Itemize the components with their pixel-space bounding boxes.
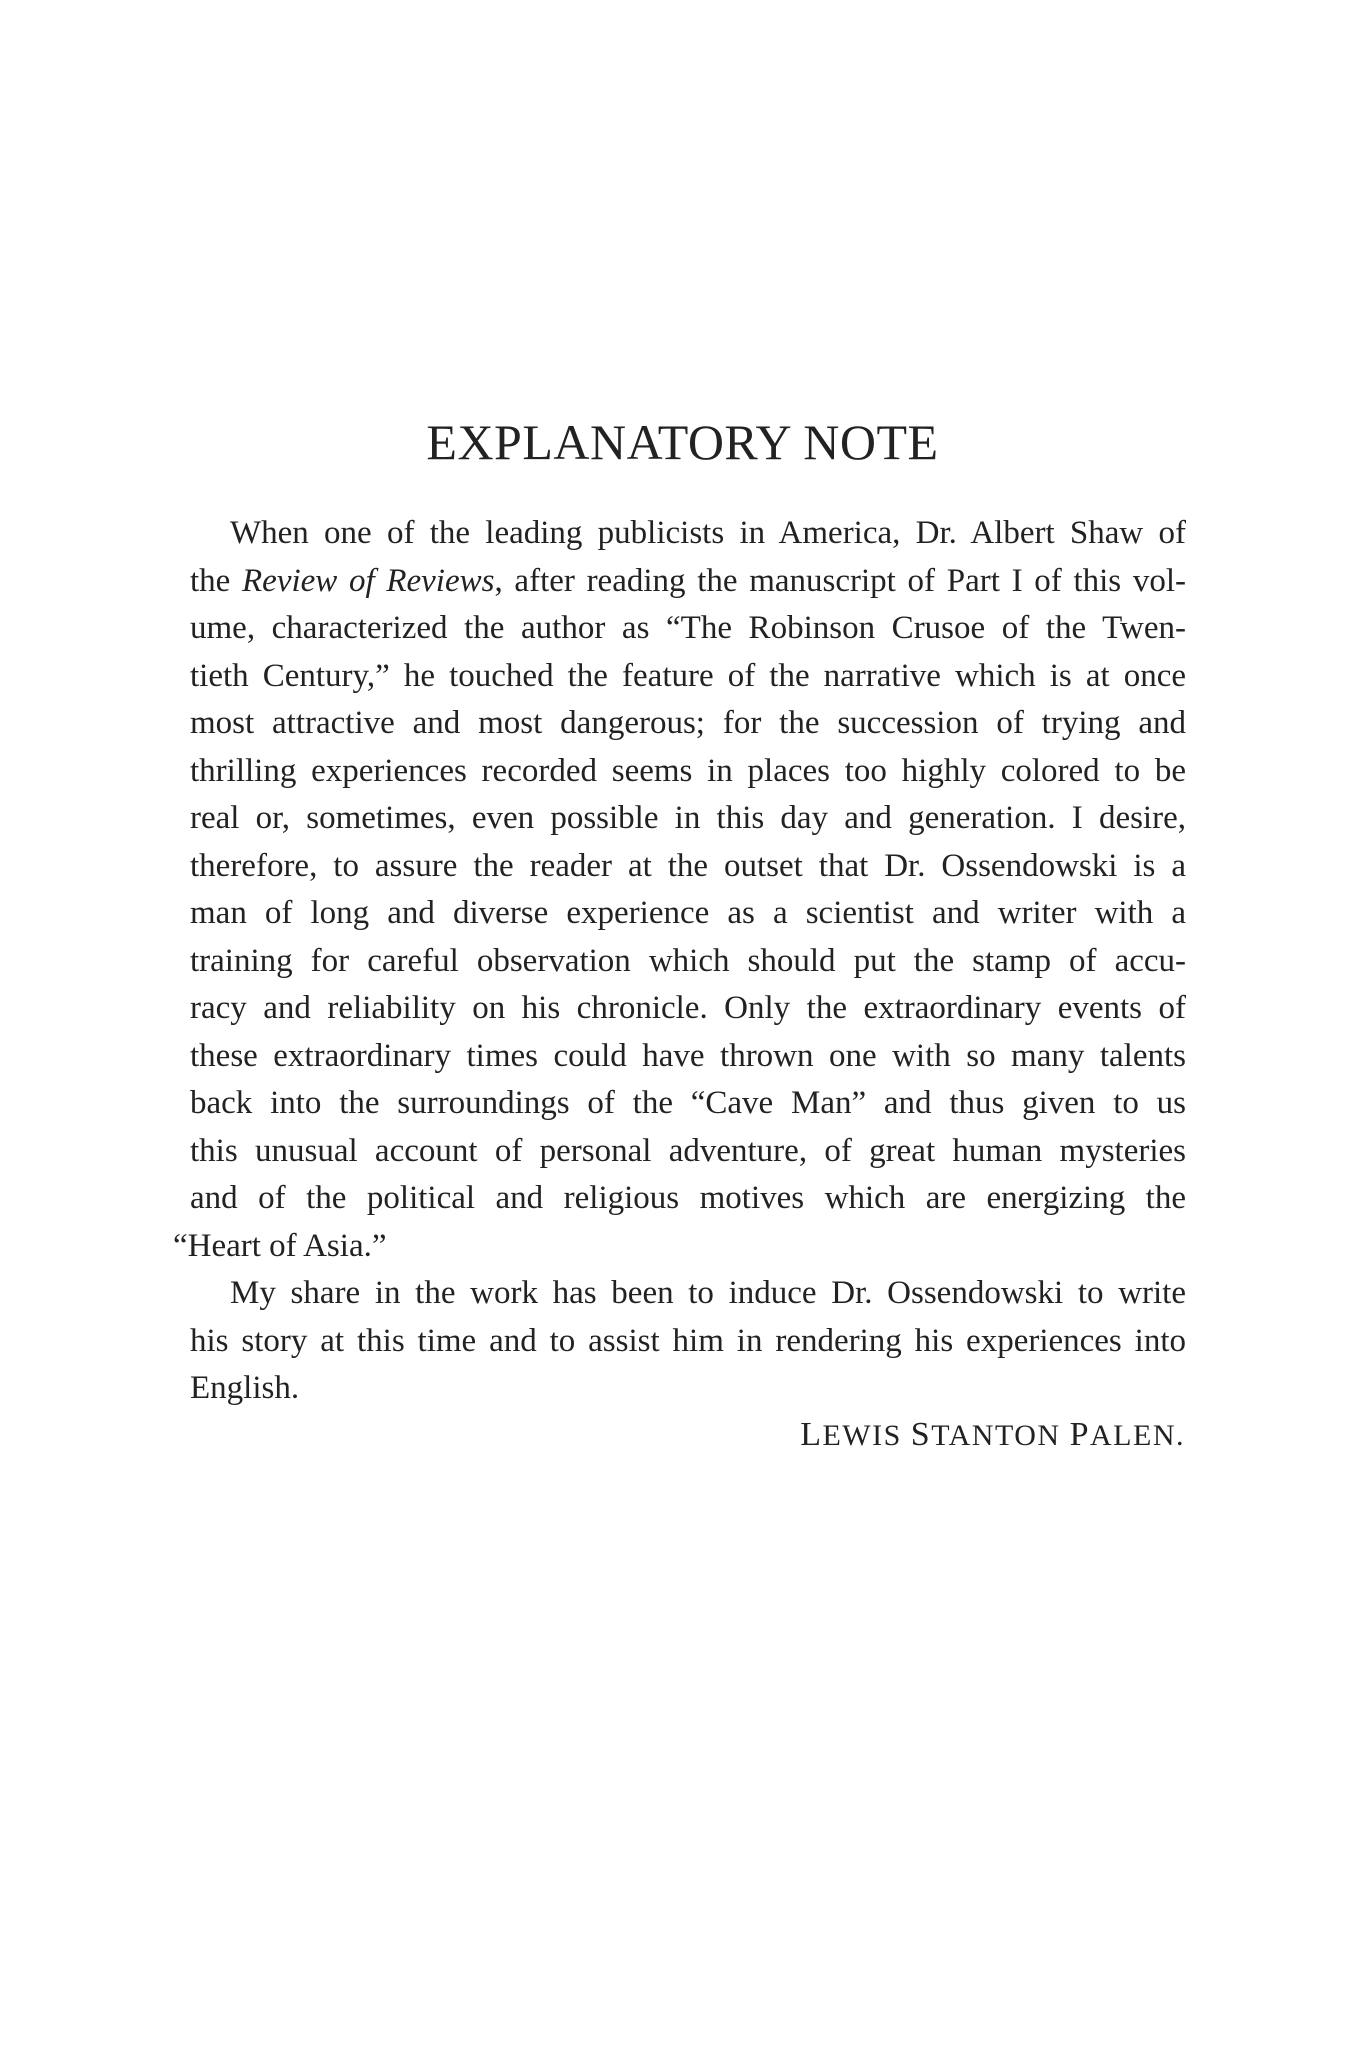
text-line: back into the surroundings of the “Cave Man” and thus given to us: [190, 1085, 1186, 1121]
text-line: tieth Century,” he touched the feature of the narrative which is at once: [190, 657, 1186, 694]
line-text-after: , after reading the manuscript of Part I of this vol-: [494, 562, 1186, 599]
paragraph-1: [173, 510, 1186, 1270]
author-signature: LEWIS STANTON PALEN.: [800, 1416, 1185, 1453]
page-title: EXPLANATORY NOTE: [426, 414, 939, 470]
text-line: real or, sometimes, even possible in this day and generation. I desire,: [190, 800, 1186, 836]
text-line: My share in the work has been to induce Dr. Ossendowski to write: [230, 1275, 1186, 1311]
text-line: these extraordinary times could have thrown one with so many talents: [190, 1037, 1186, 1074]
publication-title: Review of Reviews: [242, 562, 495, 599]
text-line: his story at this time and to assist him in rendering his experiences into: [190, 1322, 1186, 1359]
text-line: man of long and diverse experience as a scientist and writer with a: [190, 895, 1186, 931]
text-line: training for careful observation which should put the stamp of accu-: [190, 942, 1186, 979]
note-body: [173, 510, 1186, 1413]
text-line: “Heart of Asia.”: [173, 1227, 387, 1264]
text-line: [190, 558, 1186, 606]
text-line: When one of the leading publicists in America, Dr. Albert Shaw of: [230, 515, 1186, 551]
paragraph-2: [190, 1270, 1186, 1413]
text-line: therefore, to assure the reader at the outset that Dr. Ossendowski is a: [190, 847, 1186, 884]
text-line: this unusual account of personal adventure, of great human mysteries: [190, 1132, 1186, 1169]
text-line: thrilling experiences recorded seems in places too highly colored to be: [190, 752, 1186, 789]
text-line: most attractive and most dangerous; for the succession of trying and: [190, 705, 1186, 741]
line-text-before: the: [190, 562, 243, 599]
text-line: ume, characterized the author as “The Robinson Crusoe of the Twen-: [190, 610, 1186, 646]
text-line: and of the political and religious motives which are energizing the: [190, 1180, 1186, 1216]
text-line: English.: [190, 1370, 300, 1406]
text-line: racy and reliability on his chronicle. Only the extraordinary events of: [190, 990, 1186, 1026]
